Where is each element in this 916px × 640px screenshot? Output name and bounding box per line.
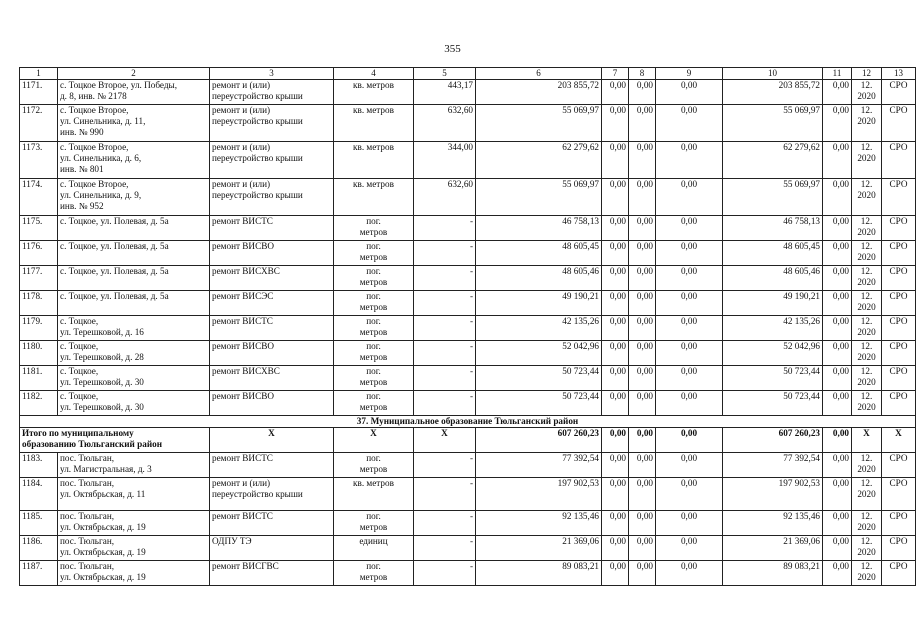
cell-c7: 0,00 xyxy=(602,511,629,536)
cell-addr: с. Тоцкое, ул. Полевая, д. 5а xyxy=(58,241,210,266)
cell-c11: 0,00 xyxy=(823,80,852,105)
cell-c12: 12. 2020 xyxy=(852,105,882,142)
cell-n: 1171. xyxy=(20,80,58,105)
cell-qty: - xyxy=(414,316,476,341)
cell-c7: 0,00 xyxy=(602,341,629,366)
cell-c11: 0,00 xyxy=(823,216,852,241)
cell-c12: 12. 2020 xyxy=(852,142,882,179)
cell-c12: 12. 2020 xyxy=(852,561,882,586)
cell-c10: 77 392,54 xyxy=(723,453,823,478)
table-row xyxy=(20,105,916,142)
cell-work: ОДПУ ТЭ xyxy=(210,536,334,561)
cell-c12: 12. 2020 xyxy=(852,366,882,391)
cell-c13: СРО xyxy=(882,291,916,316)
cell-n: 1187. xyxy=(20,561,58,586)
column-header-13: 13 xyxy=(882,68,916,80)
cell-qty: - xyxy=(414,536,476,561)
cell-qty: - xyxy=(414,453,476,478)
cell-n: 1181. xyxy=(20,366,58,391)
total-c6: 607 260,23 xyxy=(476,428,602,453)
cell-n: 1173. xyxy=(20,142,58,179)
cell-c13: СРО xyxy=(882,216,916,241)
cell-work: ремонт ВИСХВС xyxy=(210,266,334,291)
cell-c12: 12. 2020 xyxy=(852,80,882,105)
cell-c9: 0,00 xyxy=(656,241,723,266)
cell-c9: 0,00 xyxy=(656,536,723,561)
total-label: Итого по муниципальному образованию Тюльганский район xyxy=(20,428,210,453)
cell-c8: 0,00 xyxy=(629,241,656,266)
cell-c7: 0,00 xyxy=(602,316,629,341)
cell-c6: 50 723,44 xyxy=(476,391,602,416)
cell-c8: 0,00 xyxy=(629,179,656,216)
total-c9: 0,00 xyxy=(656,428,723,453)
cell-c10: 197 902,53 xyxy=(723,478,823,511)
cell-work: ремонт и (или) переустройство крыши xyxy=(210,80,334,105)
cell-c7: 0,00 xyxy=(602,366,629,391)
cell-c6: 49 190,21 xyxy=(476,291,602,316)
cell-unit: единиц xyxy=(334,536,414,561)
cell-c6: 203 855,72 xyxy=(476,80,602,105)
cell-c8: 0,00 xyxy=(629,536,656,561)
cell-c8: 0,00 xyxy=(629,266,656,291)
cell-c13: СРО xyxy=(882,80,916,105)
cell-unit: кв. метров xyxy=(334,478,414,511)
cell-c7: 0,00 xyxy=(602,105,629,142)
cell-c7: 0,00 xyxy=(602,453,629,478)
table-row xyxy=(20,391,916,416)
cell-c7: 0,00 xyxy=(602,391,629,416)
cell-c10: 52 042,96 xyxy=(723,341,823,366)
cell-n: 1183. xyxy=(20,453,58,478)
cell-c10: 92 135,46 xyxy=(723,511,823,536)
cell-c9: 0,00 xyxy=(656,316,723,341)
cell-c9: 0,00 xyxy=(656,341,723,366)
table-row xyxy=(20,478,916,511)
table-row xyxy=(20,316,916,341)
total-c7: 0,00 xyxy=(602,428,629,453)
cell-c12: 12. 2020 xyxy=(852,179,882,216)
column-number-header xyxy=(20,68,916,80)
cell-c10: 21 369,06 xyxy=(723,536,823,561)
cell-work: ремонт и (или) переустройство крыши xyxy=(210,179,334,216)
cell-c6: 62 279,62 xyxy=(476,142,602,179)
cell-qty: - xyxy=(414,561,476,586)
cell-addr: с. Тоцкое, ул. Терешковой, д. 30 xyxy=(58,391,210,416)
cell-qty: - xyxy=(414,241,476,266)
cell-c13: СРО xyxy=(882,316,916,341)
cell-c11: 0,00 xyxy=(823,366,852,391)
cell-c6: 42 135,26 xyxy=(476,316,602,341)
cell-work: ремонт ВИСВО xyxy=(210,341,334,366)
cell-c10: 46 758,13 xyxy=(723,216,823,241)
total-c11: 0,00 xyxy=(823,428,852,453)
cell-n: 1175. xyxy=(20,216,58,241)
column-header-12: 12 xyxy=(852,68,882,80)
cell-c6: 21 369,06 xyxy=(476,536,602,561)
cell-c13: СРО xyxy=(882,366,916,391)
total-c5: X xyxy=(414,428,476,453)
cell-c10: 50 723,44 xyxy=(723,366,823,391)
cell-c12: 12. 2020 xyxy=(852,453,882,478)
cell-work: ремонт и (или) переустройство крыши xyxy=(210,105,334,142)
cell-c9: 0,00 xyxy=(656,453,723,478)
cell-c8: 0,00 xyxy=(629,216,656,241)
cell-unit: пог. метров xyxy=(334,511,414,536)
cell-c11: 0,00 xyxy=(823,391,852,416)
cell-qty: - xyxy=(414,341,476,366)
column-header-8: 8 xyxy=(629,68,656,80)
cell-c9: 0,00 xyxy=(656,366,723,391)
cell-work: ремонт и (или) переустройство крыши xyxy=(210,142,334,179)
column-header-11: 11 xyxy=(823,68,852,80)
cell-addr: пос. Тюльган, ул. Октябрьская, д. 19 xyxy=(58,536,210,561)
cell-n: 1179. xyxy=(20,316,58,341)
cell-unit: пог. метров xyxy=(334,216,414,241)
cell-n: 1180. xyxy=(20,341,58,366)
cell-c9: 0,00 xyxy=(656,561,723,586)
cell-unit: пог. метров xyxy=(334,391,414,416)
cell-n: 1182. xyxy=(20,391,58,416)
cell-c12: 12. 2020 xyxy=(852,478,882,511)
cell-c8: 0,00 xyxy=(629,561,656,586)
cell-c7: 0,00 xyxy=(602,80,629,105)
table-row xyxy=(20,511,916,536)
table-row xyxy=(20,216,916,241)
cell-qty: 443,17 xyxy=(414,80,476,105)
cell-addr: с. Тоцкое, ул. Полевая, д. 5а xyxy=(58,216,210,241)
section-title: 37. Муниципальное образование Тюльганский район xyxy=(20,416,916,428)
cell-addr: с. Тоцкое, ул. Терешковой, д. 28 xyxy=(58,341,210,366)
cell-work: ремонт ВИСГВС xyxy=(210,561,334,586)
cell-qty: - xyxy=(414,216,476,241)
cell-c11: 0,00 xyxy=(823,453,852,478)
cell-c11: 0,00 xyxy=(823,179,852,216)
cell-c8: 0,00 xyxy=(629,291,656,316)
cell-c10: 50 723,44 xyxy=(723,391,823,416)
cell-c12: 12. 2020 xyxy=(852,316,882,341)
cell-c7: 0,00 xyxy=(602,142,629,179)
cell-c6: 46 758,13 xyxy=(476,216,602,241)
column-header-6: 6 xyxy=(476,68,602,80)
cell-c6: 197 902,53 xyxy=(476,478,602,511)
cell-c10: 62 279,62 xyxy=(723,142,823,179)
cell-c9: 0,00 xyxy=(656,105,723,142)
repair-register-table xyxy=(19,67,916,586)
cell-c12: 12. 2020 xyxy=(852,536,882,561)
cell-qty: - xyxy=(414,266,476,291)
cell-unit: кв. метров xyxy=(334,142,414,179)
cell-c13: СРО xyxy=(882,105,916,142)
cell-c7: 0,00 xyxy=(602,478,629,511)
cell-addr: с. Тоцкое Второе, ул. Победы, д. 8, инв. № 2178 xyxy=(58,80,210,105)
cell-n: 1186. xyxy=(20,536,58,561)
cell-addr: пос. Тюльган, ул. Октябрьская, д. 11 xyxy=(58,478,210,511)
table-row xyxy=(20,366,916,391)
cell-addr: с. Тоцкое Второе, ул. Синельника, д. 6, инв. № 801 xyxy=(58,142,210,179)
table-row xyxy=(20,453,916,478)
cell-c13: СРО xyxy=(882,341,916,366)
cell-c10: 55 069,97 xyxy=(723,179,823,216)
cell-addr: пос. Тюльган, ул. Октябрьская, д. 19 xyxy=(58,511,210,536)
cell-c13: СРО xyxy=(882,561,916,586)
table-row xyxy=(20,291,916,316)
cell-c9: 0,00 xyxy=(656,511,723,536)
cell-addr: с. Тоцкое Второе, ул. Синельника, д. 9, инв. № 952 xyxy=(58,179,210,216)
cell-c11: 0,00 xyxy=(823,241,852,266)
cell-n: 1185. xyxy=(20,511,58,536)
cell-c8: 0,00 xyxy=(629,453,656,478)
total-c3: X xyxy=(210,428,334,453)
cell-qty: 344,00 xyxy=(414,142,476,179)
cell-qty: - xyxy=(414,511,476,536)
cell-c10: 55 069,97 xyxy=(723,105,823,142)
cell-c9: 0,00 xyxy=(656,179,723,216)
cell-work: ремонт ВИСХВС xyxy=(210,366,334,391)
cell-c13: СРО xyxy=(882,536,916,561)
page-number: 355 xyxy=(444,43,461,55)
table-body xyxy=(20,68,916,586)
cell-c6: 89 083,21 xyxy=(476,561,602,586)
table-row xyxy=(20,80,916,105)
cell-c11: 0,00 xyxy=(823,291,852,316)
cell-c6: 48 605,46 xyxy=(476,266,602,291)
cell-work: ремонт ВИСТС xyxy=(210,216,334,241)
cell-c9: 0,00 xyxy=(656,80,723,105)
cell-c10: 48 605,45 xyxy=(723,241,823,266)
cell-n: 1178. xyxy=(20,291,58,316)
cell-c6: 77 392,54 xyxy=(476,453,602,478)
cell-c11: 0,00 xyxy=(823,316,852,341)
cell-unit: пог. метров xyxy=(334,241,414,266)
total-c8: 0,00 xyxy=(629,428,656,453)
table-row xyxy=(20,536,916,561)
cell-addr: пос. Тюльган, ул. Октябрьская, д. 19 xyxy=(58,561,210,586)
cell-c11: 0,00 xyxy=(823,266,852,291)
cell-addr: с. Тоцкое, ул. Терешковой, д. 30 xyxy=(58,366,210,391)
cell-work: ремонт ВИСТС xyxy=(210,511,334,536)
cell-work: ремонт и (или) переустройство крыши xyxy=(210,478,334,511)
cell-c13: СРО xyxy=(882,391,916,416)
cell-c7: 0,00 xyxy=(602,291,629,316)
cell-c10: 49 190,21 xyxy=(723,291,823,316)
total-c13: X xyxy=(882,428,916,453)
cell-unit: пог. метров xyxy=(334,266,414,291)
cell-c12: 12. 2020 xyxy=(852,391,882,416)
cell-c10: 203 855,72 xyxy=(723,80,823,105)
cell-c6: 48 605,45 xyxy=(476,241,602,266)
column-header-10: 10 xyxy=(723,68,823,80)
cell-unit: пог. метров xyxy=(334,316,414,341)
cell-c11: 0,00 xyxy=(823,478,852,511)
cell-c9: 0,00 xyxy=(656,478,723,511)
cell-c9: 0,00 xyxy=(656,216,723,241)
cell-c7: 0,00 xyxy=(602,266,629,291)
cell-c8: 0,00 xyxy=(629,142,656,179)
table-row xyxy=(20,179,916,216)
cell-qty: - xyxy=(414,366,476,391)
cell-c6: 55 069,97 xyxy=(476,105,602,142)
table-row xyxy=(20,241,916,266)
cell-n: 1184. xyxy=(20,478,58,511)
cell-c8: 0,00 xyxy=(629,366,656,391)
cell-unit: кв. метров xyxy=(334,80,414,105)
cell-addr: пос. Тюльган, ул. Магистральная, д. 3 xyxy=(58,453,210,478)
cell-n: 1172. xyxy=(20,105,58,142)
cell-c11: 0,00 xyxy=(823,561,852,586)
cell-c12: 12. 2020 xyxy=(852,266,882,291)
cell-qty: - xyxy=(414,391,476,416)
cell-c9: 0,00 xyxy=(656,391,723,416)
cell-c12: 12. 2020 xyxy=(852,511,882,536)
cell-c8: 0,00 xyxy=(629,391,656,416)
cell-c11: 0,00 xyxy=(823,142,852,179)
cell-qty: - xyxy=(414,478,476,511)
cell-c8: 0,00 xyxy=(629,316,656,341)
cell-c8: 0,00 xyxy=(629,511,656,536)
cell-c7: 0,00 xyxy=(602,561,629,586)
cell-c12: 12. 2020 xyxy=(852,341,882,366)
cell-c9: 0,00 xyxy=(656,291,723,316)
cell-c11: 0,00 xyxy=(823,341,852,366)
total-row xyxy=(20,428,916,453)
cell-addr: с. Тоцкое, ул. Полевая, д. 5а xyxy=(58,266,210,291)
column-header-5: 5 xyxy=(414,68,476,80)
total-c10: 607 260,23 xyxy=(723,428,823,453)
column-header-7: 7 xyxy=(602,68,629,80)
cell-c13: СРО xyxy=(882,142,916,179)
total-c4: X xyxy=(334,428,414,453)
cell-c7: 0,00 xyxy=(602,241,629,266)
cell-c13: СРО xyxy=(882,241,916,266)
cell-c13: СРО xyxy=(882,453,916,478)
cell-c7: 0,00 xyxy=(602,536,629,561)
cell-c6: 50 723,44 xyxy=(476,366,602,391)
cell-c10: 89 083,21 xyxy=(723,561,823,586)
cell-c13: СРО xyxy=(882,179,916,216)
cell-c12: 12. 2020 xyxy=(852,241,882,266)
cell-work: ремонт ВИСТС xyxy=(210,316,334,341)
cell-c8: 0,00 xyxy=(629,105,656,142)
table-row xyxy=(20,561,916,586)
cell-c11: 0,00 xyxy=(823,105,852,142)
cell-c11: 0,00 xyxy=(823,511,852,536)
cell-n: 1177. xyxy=(20,266,58,291)
table-row xyxy=(20,266,916,291)
column-header-3: 3 xyxy=(210,68,334,80)
cell-work: ремонт ВИСВО xyxy=(210,391,334,416)
cell-c6: 52 042,96 xyxy=(476,341,602,366)
cell-unit: пог. метров xyxy=(334,291,414,316)
total-c12: X xyxy=(852,428,882,453)
cell-c13: СРО xyxy=(882,266,916,291)
cell-work: ремонт ВИСЭС xyxy=(210,291,334,316)
cell-c8: 0,00 xyxy=(629,80,656,105)
cell-c9: 0,00 xyxy=(656,266,723,291)
column-header-4: 4 xyxy=(334,68,414,80)
cell-c12: 12. 2020 xyxy=(852,291,882,316)
cell-unit: пог. метров xyxy=(334,561,414,586)
cell-c13: СРО xyxy=(882,511,916,536)
cell-c11: 0,00 xyxy=(823,536,852,561)
cell-c10: 42 135,26 xyxy=(723,316,823,341)
cell-c6: 55 069,97 xyxy=(476,179,602,216)
table-row xyxy=(20,142,916,179)
cell-unit: кв. метров xyxy=(334,179,414,216)
cell-addr: с. Тоцкое Второе, ул. Синельника, д. 11, инв. № 990 xyxy=(58,105,210,142)
cell-c12: 12. 2020 xyxy=(852,216,882,241)
cell-work: ремонт ВИСВО xyxy=(210,241,334,266)
cell-c10: 48 605,46 xyxy=(723,266,823,291)
cell-qty: - xyxy=(414,291,476,316)
cell-n: 1174. xyxy=(20,179,58,216)
cell-addr: с. Тоцкое, ул. Полевая, д. 5а xyxy=(58,291,210,316)
section-title-row xyxy=(20,416,916,428)
cell-qty: 632,60 xyxy=(414,179,476,216)
cell-unit: пог. метров xyxy=(334,453,414,478)
column-header-9: 9 xyxy=(656,68,723,80)
cell-unit: кв. метров xyxy=(334,105,414,142)
cell-work: ремонт ВИСТС xyxy=(210,453,334,478)
table-row xyxy=(20,341,916,366)
cell-unit: пог. метров xyxy=(334,366,414,391)
cell-c13: СРО xyxy=(882,478,916,511)
cell-c8: 0,00 xyxy=(629,341,656,366)
column-header-1: 1 xyxy=(20,68,58,80)
cell-n: 1176. xyxy=(20,241,58,266)
cell-c7: 0,00 xyxy=(602,179,629,216)
cell-qty: 632,60 xyxy=(414,105,476,142)
column-header-2: 2 xyxy=(58,68,210,80)
cell-c6: 92 135,46 xyxy=(476,511,602,536)
cell-c9: 0,00 xyxy=(656,142,723,179)
cell-c8: 0,00 xyxy=(629,478,656,511)
cell-addr: с. Тоцкое, ул. Терешковой, д. 16 xyxy=(58,316,210,341)
cell-unit: пог. метров xyxy=(334,341,414,366)
cell-c7: 0,00 xyxy=(602,216,629,241)
